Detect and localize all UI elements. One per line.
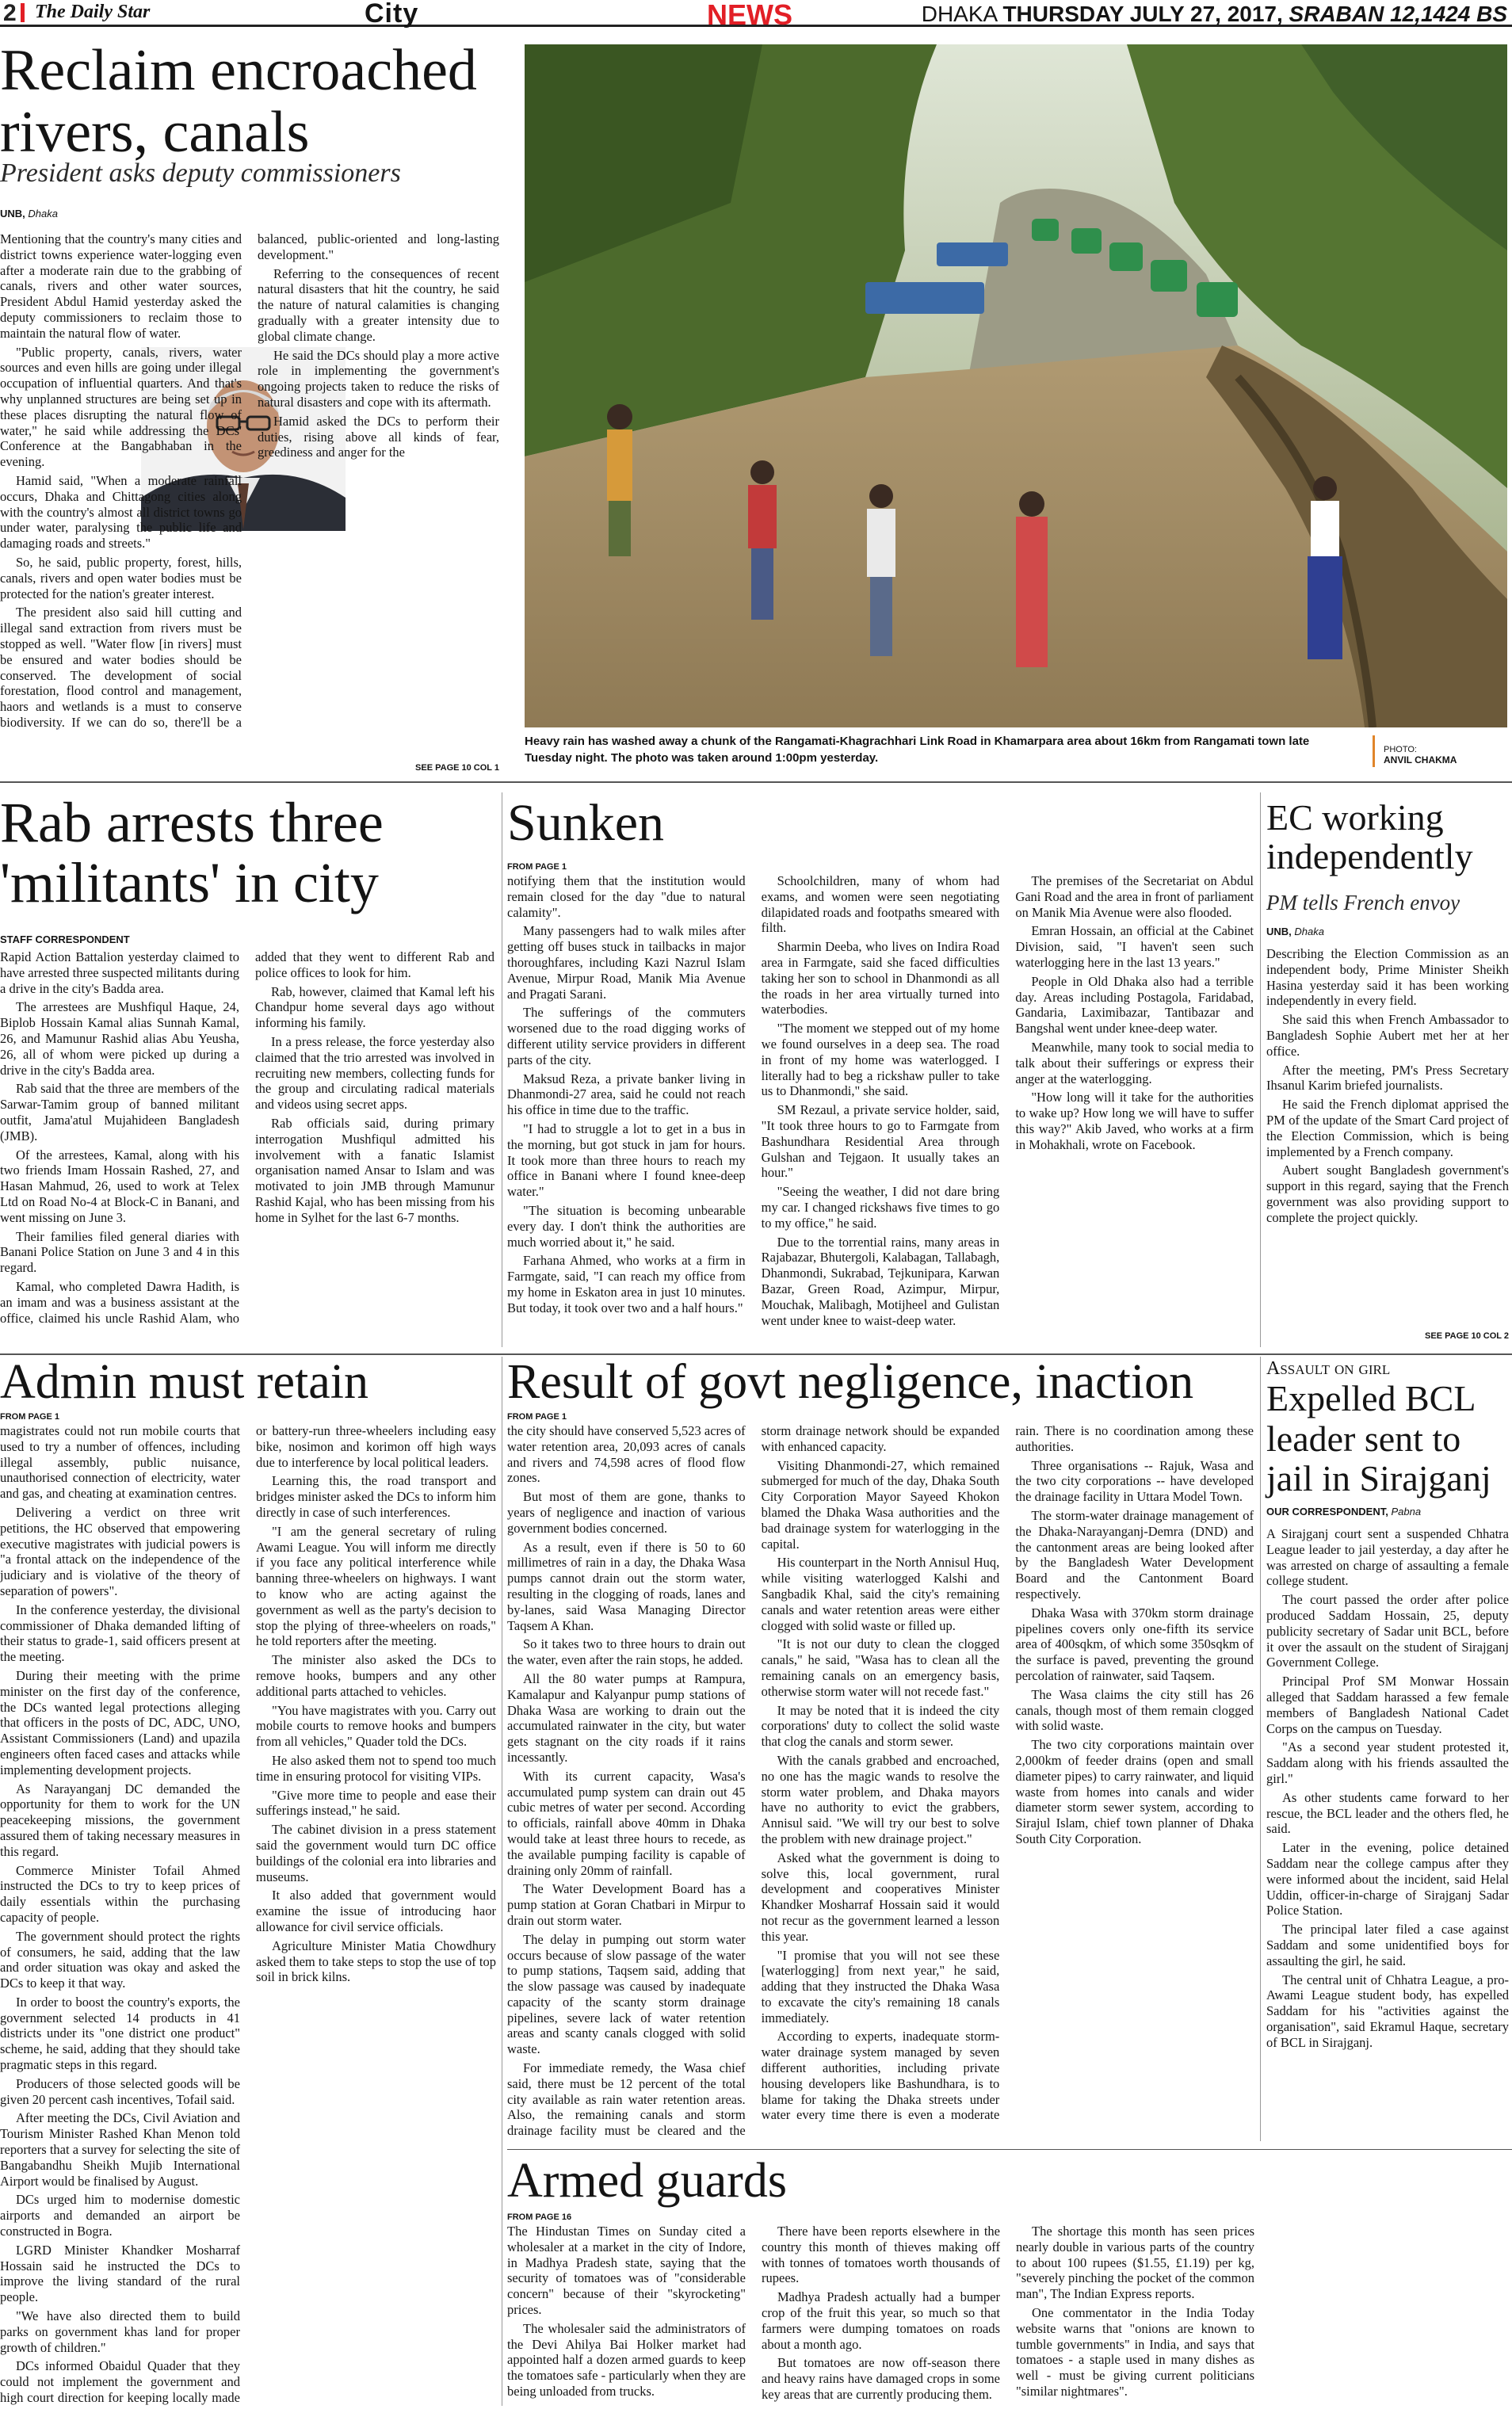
reclaim-jump: SEE PAGE 10 COL 1	[415, 763, 499, 773]
dateline	[922, 2, 1507, 27]
sunken-paragraph: People in Old Dhaka also had a terrible day. Areas including Postagola, Faridabad, Gandaria, Laximibazar, Tantibazar and Bangshal went under knee-deep water.	[1015, 973, 1254, 1037]
admin-paragraph: "We have also directed them to build parks on government khas land for proper growth of children."	[0, 2308, 240, 2355]
ec-paragraph: After the meeting, PM's Press Secretary Ihsanul Karim briefed journalists.	[1266, 1062, 1509, 1094]
sunken-paragraph: Farhana Ahmed, who works at a firm in Farmgate, said, "I can reach my office from my home in Eskaton area in just 10 minutes. But today, it took over two and a half hours."	[507, 1253, 746, 1315]
admin-paragraph: During their meeting with the prime minister on the first day of the conference, the DCs wanted legal protections alleging that officers in the posts of DC, ADC, UNO, Assistant Commissioners (Land) and upazila engineers often faced cases and attacks while implementing development projects.	[0, 1667, 240, 1777]
sunken-paragraph: Emran Hossain, an official at the Cabinet Division, said, "I haven't seen such waterlogging here in the last 13 years."	[1015, 923, 1254, 970]
govt-paragraph: The delay in pumping out storm water occurs because of slow passage of the water to pump stations, Taqsem said, adding that the slow passage was caused by inadequate capacity of the scanty storm drainage pipelines, severe lack of water retention areas and scanty canals clogged with solid waste.	[507, 1931, 746, 2057]
reclaim-paragraph: "Public property, canals, rivers, water sources and even hills are going under illegal occupation of influential quarters. And that's why unplanned structures are being set up in these places disrupting the natural flow of water," he said while addressing the DCs' Conference at the Bangabhaban in the evening.	[0, 344, 242, 470]
reclaim-byline-place: Dhaka	[28, 208, 58, 220]
sunken-paragraph: The sufferings of the commuters worsened due to the road digging works of different utility service providers in different parts of the city.	[507, 1005, 746, 1067]
admin-paragraph: After meeting the DCs, Civil Aviation and Tourism Minister Rashed Khan Menon told reporters that a survey for selecting the site of Bangabandhu Sheikh Mujib International Airport would be finalised by August.	[0, 2110, 240, 2189]
govt-paragraph: It may be noted that it is indeed the city corporations' duty to collect the solid waste that clog the canals and storm sewer.	[761, 1702, 1000, 1750]
column-divider	[1260, 1357, 1261, 2141]
govt-paragraph: Three organisations -- Rajuk, Wasa and the two city corporations -- have developed the drainage facility in Uttara Model Town.	[1015, 1457, 1254, 1505]
photo-caption: Heavy rain has washed away a chunk of the Rangamati-Khagrachhari Link Road in Khamarpara area about 16km from Rangamati town late Tuesday night. The photo was taken around 1:00pm yesterday.	[525, 735, 1310, 765]
admin-paragraph: Delivering a verdict on three writ petitions, the HC observed that empowering executive magistrates with judicial powers is "a frontal attack on the independence of the judiciary and is violative of the theory of separation of powers".	[0, 1504, 240, 1598]
armed-paragraph: The wholesaler said the administrators of the Devi Ahilya Bai Holker market had appointed half a dozen armed guards to keep the tomatoes safe - particularly when they are being unloaded from trucks.	[507, 2320, 746, 2399]
bcl-paragraph: As other students came forward to her rescue, the BCL leader and the others fled, he said.	[1266, 1789, 1509, 1837]
bcl-byline-org: OUR CORRESPONDENT,	[1266, 1506, 1388, 1518]
sunken-paragraph: "I had to struggle a lot to get in a bus in the morning, but got stuck in jam for hours. It took more than three hours to reach my office in Banani where I found knee-deep water."	[507, 1121, 746, 1200]
column-divider	[1260, 792, 1261, 1347]
admin-body	[0, 1423, 496, 2406]
rab-paragraph: Rab said that the three are members of the Sarwar-Tamim group of banned militant outfit, Jama'atul Mujahideen Bangladesh (JMB).	[0, 1081, 239, 1143]
reclaim-paragraph: Hamid asked the DCs to perform their duties, rising above all kinds of fear, greediness and anger for the	[258, 413, 499, 460]
reclaim-paragraph: Referring to the consequences of recent natural disasters that hit the country, he said the nature of natural calamities is changing gradually with a greater intensity due to global climate change.	[258, 265, 499, 344]
admin-paragraph: Producers of those selected goods will be given 20 percent cash incentives, Tofail said.	[0, 2075, 240, 2107]
rab-paragraph: The arrestees are Mushfiqul Haque, 24, Biplob Hossain Kamal alias Sunnah Kamal, 26, and Mamunur Rashid alias Abu Yeusha, 26, all of whom were picked up during a drive in the city's Badda area.	[0, 999, 239, 1078]
ec-byline-org: UNB,	[1266, 926, 1292, 937]
govt-from: FROM PAGE 1	[507, 1412, 567, 1422]
bcl-byline	[1266, 1506, 1421, 1518]
govt-paragraph: With its current capacity, Wasa's accumulated pump system can drain out 45 cubic metres of water per second. According to officials, rainfall above 40mm in Dhaka would take at least three hours to recede, as the available pumping facility is capable of draining only 20mm of rainfall.	[507, 1768, 746, 1878]
sunken-paragraph: "How long will it take for the authorities to wake up? How long we will have to suffer this way?" Akib Javed, who works at a firm in Mohakhali, wrote on Facebook.	[1015, 1090, 1254, 1152]
bcl-paragraph: The central unit of Chhatra League, a pro-Awami League student body, has expelled Saddam for his "activities against the organisation", said Ekramul Haque, secretary of BCL in Sirajganj.	[1266, 1972, 1509, 2050]
govt-paragraph: According to experts, inadequate storm-water drainage system managed by seven different authorities, including private housing developers like Bashundhara, is to blame for taking the Dhaka streets under water every time there is even a moderate rain. There is no coordination among these authorities.	[761, 1423, 1254, 2123]
armed-from: FROM PAGE 16	[507, 2212, 572, 2222]
rab-paragraph: Rab officials said, during primary interrogation Mushfiqul admitted his involvement with a fanatic Islamist organisation named Ansar to Islam and was motivated to join JMB through Mamunur Rashid Kajal, who has been missing from his home in Sylhet for the last 6-7 months.	[255, 1115, 494, 1225]
ec-paragraph: Aubert sought Bangladesh government's support in this regard, saying that the French government was also providing support to complete the project quickly.	[1266, 1163, 1509, 1225]
rab-paragraph: Kamal, who completed Dawra Hadith, is an imam and was a business assistant at the office, claimed his uncle Rashid Alam, who added that they went to different Rab and police offices to look for him.	[0, 949, 494, 1326]
road-collapse-photo	[525, 44, 1507, 727]
admin-paragraph: "You have magistrates with you. Carry out mobile courts to remove hooks and bumpers from all vehicles," Quader told the DCs.	[256, 1702, 496, 1750]
photo-credit	[1384, 745, 1510, 765]
rab-paragraph: Their families filed general diaries with Banani Police Station on June 3 and 4 in this regard.	[0, 1228, 239, 1276]
rab-paragraph: Rapid Action Battalion yesterday claimed to have arrested three suspected militants during a drive in the city's Badda area.	[0, 949, 239, 996]
admin-paragraph: DCs informed Obaidul Quader that they could not implement the government and high court direction for keeping locally made or battery-run three-wheelers including easy bike, nosimon and korimon off high ways due to interference by local political leaders.	[0, 1423, 496, 2406]
ec-jump: SEE PAGE 10 COL 2	[1425, 1331, 1509, 1341]
armed-paragraph: The Hindustan Times on Sunday cited a wholesaler at a market in the city of Indore, in Madhya Pradesh state, saying that the security of tomatoes was of "considerable concern" because of their "skyrocketing" prices.	[507, 2224, 746, 2317]
govt-paragraph: All the 80 water pumps at Rampura, Kamalapur and Kalyanpur pump stations of Dhaka Wasa are working to drain out the accumulated rainwater in the city, but water gets stagnant on the city roads if it rains incessantly.	[507, 1670, 746, 1765]
admin-paragraph: In order to boost the country's exports, the government selected 14 products in 41 districts under its "one district one product" scheme, he said, adding that they should take pragmatic steps in this regard.	[0, 1994, 240, 2073]
divider	[507, 2149, 1512, 2150]
govt-paragraph: So it takes two to three hours to drain out the water, even after the rain stops, he added.	[507, 1636, 746, 1668]
admin-paragraph: As Narayanganj DC demanded the opportunity for them to work for the UN peacekeeping missions, the government assured them of taking necessary measures in this regard.	[0, 1781, 240, 1859]
admin-paragraph: It also added that government would examine the issue of introducing haor allowance for civil service officials.	[256, 1888, 496, 1934]
govt-paragraph: The Water Development Board has a pump station at Goran Chatbari in Mirpur to drain out storm water.	[507, 1881, 746, 1928]
admin-paragraph: In the conference yesterday, the divisional commissioner of Dhaka demanded lifting of their status to grade-1, said officers present at the meeting.	[0, 1602, 240, 1665]
rab-body	[0, 949, 494, 1347]
sunken-paragraph: Schoolchildren, many of whom had exams, and women were seen negotiating dilapidated roads and footpaths smeared with filth.	[761, 873, 1000, 936]
sunken-from: FROM PAGE 1	[507, 862, 567, 872]
admin-paragraph: Agriculture Minister Matia Chowdhury asked them to take steps to stop the use of top soil in brick kilns.	[256, 1938, 496, 1985]
govt-paragraph: The Wasa claims the city still has 26 canals, though most of them remain clogged with solid waste.	[1015, 1686, 1254, 1734]
admin-paragraph: The cabinet division in a press statement said the government would turn DC office buildings of the colonial era into libraries and museums.	[256, 1822, 496, 1884]
reclaim-byline-org: UNB,	[0, 208, 25, 220]
sunken-body	[507, 873, 1254, 1347]
ec-headline: EC working independently	[1266, 797, 1473, 876]
photo-credit-bar	[1373, 735, 1375, 767]
sunken-paragraph: SM Rezaul, a private service holder, said, "It took three hours to go to Farmgate from Bashundhara Residential Area through Gulshan and Tejgaon. It usually takes an hour."	[761, 1102, 1000, 1181]
ec-body	[1266, 946, 1509, 1319]
reclaim-byline	[0, 208, 58, 220]
news-label: NEWS	[707, 0, 792, 31]
reclaim-paragraph: He said the DCs should play a more active role in implementing the government's ongoing projects taken to reduce the risks of natural disasters and cope with its aftermath.	[258, 347, 499, 410]
reclaim-body	[0, 231, 499, 761]
sunken-paragraph: "The moment we stepped out of my home we found ourselves in a deep sea. The road in front of my home was waterlogged. I literally had to beg a rickshaw puller to take us to Dhanmondi," she said.	[761, 1021, 1000, 1099]
sunken-paragraph: Many passengers had to walk miles after getting off buses stuck in tailbacks in major thoroughfares, including Kazi Nazrul Islam Avenue, Mirpur Road, Manik Mia Avenue and Pragati Sarani.	[507, 923, 746, 1002]
armed-paragraph: The shortage this month has seen prices nearly double in various parts of the country to about 100 rupees ($1.55, £1.19) per kg, "severely pinching the pocket of the common man", The Indian Express reports.	[1016, 2224, 1254, 2302]
admin-paragraph: The government should protect the rights of consumers, he said, adding that the law and order situation was okay and asked the DCs to keep it that way.	[0, 1928, 240, 1991]
admin-paragraph: The minister also asked the DCs to remove hooks, bumpers and any other additional parts attached to vehicles.	[256, 1652, 496, 1699]
reclaim-deck: President asks deputy commissioners	[0, 158, 401, 188]
admin-paragraph: magistrates could not run mobile courts that used to try a number of offences, including illegal assembly, public nuisance, unauthorised connection of electricity, water and gas, and cheating at examination centres.	[0, 1423, 240, 1502]
reclaim-paragraph: Mentioning that the country's many cities and district towns experience water-logging even after a moderate rain due to the grabbing of canals, rivers and other water sources, President Abdul Hamid yesterday asked the deputy commissioners to reclaim those to maintain the natural flow of water.	[0, 231, 242, 341]
ec-paragraph: Describing the Election Commission as an independent body, Prime Minister Sheikh Hasina yesterday said it has been working independently in every field.	[1266, 946, 1509, 1009]
govt-headline: Result of govt negligence, inaction	[507, 1355, 1194, 1409]
bcl-kicker: Assault on girl	[1266, 1358, 1391, 1379]
bcl-paragraph: "As a second year student protested it, Saddam along with his friends assaulted the girl."	[1266, 1739, 1509, 1786]
govt-paragraph: Visiting Dhanmondi-27, which remained submerged for much of the day, Dhaka South City Corporation Mayor Sayeed Khokon blamed the Dhaka Wasa authorities and the bad drainage system for waterlogging in the capital.	[761, 1457, 1000, 1552]
dateline-bangla-date: SRABAN 12,1424 BS	[1289, 2, 1507, 26]
bcl-headline: Expelled BCL leader sent to jail in Sirajganj	[1266, 1378, 1491, 1499]
bcl-paragraph: Principal Prof SM Monwar Hossain alleged that Saddam harassed a few female members of Bangladesh National Cadet Corps on the campus on Tuesday.	[1266, 1674, 1509, 1736]
govt-paragraph: His counterpart in the North Annisul Huq, while visiting waterlogged Kalshi and Sangbadik Khal, said the city's remaining canals and water retention areas were either clogged with solid waste or filled up.	[761, 1555, 1000, 1633]
govt-paragraph: "It is not our duty to clean the clogged canals," he said, "Wasa has to clean all the remaining canals on an emergency basis, otherwise storm water will not recede fast."	[761, 1636, 1000, 1699]
masthead	[0, 0, 1512, 31]
admin-paragraph: LGRD Minister Khandker Mosharraf Hossain said he instructed the DCs to improve the living standard of the rural people.	[0, 2242, 240, 2305]
rab-headline: Rab arrests three 'militants' in city	[0, 791, 384, 915]
ec-byline	[1266, 926, 1324, 937]
bcl-paragraph: A Sirajganj court sent a suspended Chhatra League leader to jail yesterday, a day after he was arrested on charge of assaulting a female college student.	[1266, 1526, 1509, 1589]
admin-paragraph: Commerce Minister Tofail Ahmed instructed the DCs to try to keep prices of daily essentials within the purchasing capacity of people.	[0, 1862, 240, 1925]
govt-paragraph: But most of them are gone, thanks to years of negligence and inaction of various government bodies concerned.	[507, 1489, 746, 1536]
armed-paragraph: But tomatoes are now off-season there and heavy rains have damaged crops in some key areas that are currently producing them.	[762, 2355, 1000, 2402]
paper-name: The Daily Star	[35, 2, 151, 22]
bcl-paragraph: The court passed the order after police produced Saddam Hossain, 25, deputy publicity secretary of Sadar unit BCL, before it over the assault on the student of Sirajganj Government College.	[1266, 1592, 1509, 1670]
section-name: City	[365, 0, 419, 29]
photo-credit-name: ANVIL CHAKMA	[1384, 754, 1457, 765]
govt-paragraph: Dhaka Wasa with 370km storm drainage pipelines covers only one-fifth its service area of 400sqkm, of which some 350sqkm of the surface is paved, preventing the ground percolation of rainwater, said Taqsem.	[1015, 1605, 1254, 1683]
bcl-body	[1266, 1526, 1509, 2141]
reclaim-headline: Reclaim encroached rivers, canals	[0, 38, 477, 166]
admin-headline: Admin must retain	[0, 1355, 368, 1409]
ec-byline-place: Dhaka	[1294, 926, 1324, 937]
govt-paragraph: The storm-water drainage management of the Dhaka-Narayanganj-Demra (DND) and the cantonment areas are being looked after by the Bangladesh Water Development Board and the Cantonment Board respectively.	[1015, 1507, 1254, 1602]
armed-paragraph: There have been reports elsewhere in the country this month of thieves making off with tonnes of tomatoes worth thousands of rupees.	[762, 2224, 1000, 2286]
reclaim-paragraph: Hamid said, "When a moderate rainfall occurs, Dhaka and Chittagong cities along with the country's almost all district towns go under water, paralysing the public life and damaging roads and streets."	[0, 472, 242, 552]
admin-from: FROM PAGE 1	[0, 1412, 59, 1422]
sunken-paragraph: The premises of the Secretariat on Abdul Gani Road and the area in front of parliament on Manik Mia Avenue were also flooded.	[1015, 873, 1254, 920]
govt-paragraph: With the canals grabbed and encroached, no one has the magic wands to resolve the storm water problem, and Dhaka mayors have no authority to evict the grabbers, Annisul said. "We will try our best to solve the problem with new drainage project."	[761, 1752, 1000, 1846]
govt-paragraph: For immediate remedy, the Wasa chief said, there must be 12 percent of the total city available as rain water retention areas. Also, the remaining canals and storm drainage facility must be cleared and the storm drainage network should be expanded with enhanced capacity.	[507, 1423, 1000, 2139]
armed-body	[507, 2224, 1509, 2406]
admin-paragraph: DCs urged him to modernise domestic airports and demanded an airport be constructed in Bogra.	[0, 2192, 240, 2239]
sunken-paragraph: "The situation is becoming unbearable every day. I don't think the authorities are much worried about it," he said.	[507, 1202, 746, 1250]
govt-paragraph: the city should have conserved 5,523 acres of water retention area, 20,093 acres of canals and rivers and 74,598 acres of flood flow zones.	[507, 1423, 746, 1486]
bcl-byline-place: Pabna	[1391, 1506, 1422, 1518]
govt-paragraph: Asked what the government is doing to solve this, local government, rural development and cooperatives Minister Khandker Mosharraf Hossain said it would not recur as the government learned a lesson this year.	[761, 1850, 1000, 1944]
dateline-city: DHAKA	[921, 2, 997, 26]
sunken-paragraph: "Seeing the weather, I did not dare bring my car. I changed rickshaws five times to go to my office," he said.	[761, 1184, 1000, 1231]
sunken-paragraph: Meanwhile, many took to social media to talk about their sufferings or express their anger at the waterlogging.	[1015, 1039, 1254, 1086]
sunken-paragraph: Due to the torrential rains, many areas in Rajabazar, Bhutergoli, Kalabagan, Tallabagh, Dhanmondi, Sukrabad, Tejkunipara, Karwan Bazar, Green Road, Azimpur, Mirpur, Mouchak, Malibagh, Motijheel and Gulistan went under knee to waist-deep water.	[761, 1234, 1000, 1328]
dateline-date: THURSDAY JULY 27, 2017,	[1002, 2, 1283, 26]
armed-headline: Armed guards	[507, 2154, 787, 2208]
govt-paragraph: The two city corporations maintain over 2,000km of feeder drains (open and small diameter pipes) to carry rainwater, and liquid waste from homes into canals and wider diameter storm sewer system, according to Sirajul Islam, chief town planner of Dhaka South City Corporation.	[1015, 1737, 1254, 1846]
rab-byline: STAFF CORRESPONDENT	[0, 933, 130, 945]
armed-paragraph: Madhya Pradesh actually had a bumper crop of the fruit this year, so much so that farmers were dumping tomatoes on roads about a month ago.	[762, 2289, 1000, 2352]
sunken-headline: Sunken	[507, 794, 664, 852]
admin-paragraph: "Give more time to people and ease their sufferings instead," he said.	[256, 1787, 496, 1819]
admin-paragraph: Learning this, the road transport and bridges minister asked the DCs to inform him directly in case of such interferences.	[256, 1473, 496, 1520]
divider	[0, 781, 1512, 783]
reclaim-paragraph: So, he said, public property, forest, hills, canals, rivers and open water bodies must be protected for the nation's greater interest.	[0, 554, 242, 601]
rab-paragraph: Rab, however, claimed that Kamal left his Chandpur home several days ago without informing his family.	[255, 983, 494, 1031]
ec-deck: PM tells French envoy	[1266, 891, 1460, 914]
sunken-paragraph: Maksud Reza, a private banker living in Dhanmondi-27 area, said he could not reach his office in time due to the traffic.	[507, 1071, 746, 1118]
page-number-bar	[21, 3, 25, 22]
govt-paragraph: As a result, even if there is 50 to 60 millimetres of rain in a day, the Dhaka Wasa pumps cannot drain out the storm water, resulting in the clogging of roads, lanes and by-lanes, said Wasa Managing Director Taqsem A Khan.	[507, 1539, 746, 1633]
sunken-paragraph: Sharmin Deeba, who lives on Indira Road area in Farmgate, said she faced difficulties taking her son to school in Dhanmondi as all the roads in her area virtually turned into waterbodies.	[761, 939, 1000, 1017]
ec-paragraph: She said this when French Ambassador to Bangladesh Sophie Aubert met her at her office.	[1266, 1012, 1509, 1059]
sunken-paragraph: notifying them that the institution would remain closed for the day "due to natural calamity".	[507, 873, 746, 920]
reclaim-paragraph: The president also said hill cutting and illegal sand extraction from rivers must be stopped as well. "Water flow [in rivers] must be ensured and water bodies should be conserved. The development of social forestation, flood control and management, haors and wetlands is a must to conserve biodiversity. If we can do so, there'll be a balanced, public-oriented and long-lasting development."	[0, 231, 499, 730]
bcl-paragraph: Later in the evening, police detained Saddam near the college campus after they were informed about the incident, said Helal Uddin, officer-in-charge of Sirajganj Sadar Police Station.	[1266, 1840, 1509, 1918]
govt-paragraph: "I promise that you will not see these [waterlogging] from next year," he said, adding that they instructed the Dhaka Wasa to excavate the city's remaining 18 canals immediately.	[761, 1947, 1000, 2025]
rab-paragraph: In a press release, the force yesterday also claimed that the trio arrested was involved in recruiting new members, collecting funds for the group and circulating radical materials and videos using secret apps.	[255, 1033, 494, 1113]
rab-paragraph: Of the arrestees, Kamal, along with his two friends Imam Hossain Rashed, 27, and Hasan Mahmud, 26, used to work at Telex Ltd on Road No-4 at Block-C in Banani, and went missing on June 3.	[0, 1147, 239, 1225]
page-number: 2	[3, 0, 17, 26]
admin-paragraph: "I am the general secretary of ruling Awami League. You will inform me directly if you face any political interference while banning three-wheelers on highways. I want to know who are acting against the government as well as the party's decision to stop the plying of three-wheelers on roads," he told reporters after the meeting.	[256, 1523, 496, 1649]
admin-paragraph: He also asked them not to spend too much time in ensuring protocol for visiting VIPs.	[256, 1752, 496, 1784]
govt-body	[507, 1423, 1254, 2144]
photo-credit-label: PHOTO:	[1384, 745, 1417, 754]
ec-paragraph: He said the French diplomat apprised the PM of the update of the Smart Card project of the Election Commission, which is being implemented by a French company.	[1266, 1097, 1509, 1159]
bcl-paragraph: The principal later filed a case against Saddam and some unidentified boys for assaulting the girl, he said.	[1266, 1922, 1509, 1968]
armed-paragraph: One commentator in the India Today website warns that "onions are known to tumble governments" in India, and says that tomatoes - a staple used in many dishes as well - must be giving current politicians "similar nightmares".	[1016, 2304, 1254, 2399]
road-collapse-photo-image	[525, 44, 1507, 727]
